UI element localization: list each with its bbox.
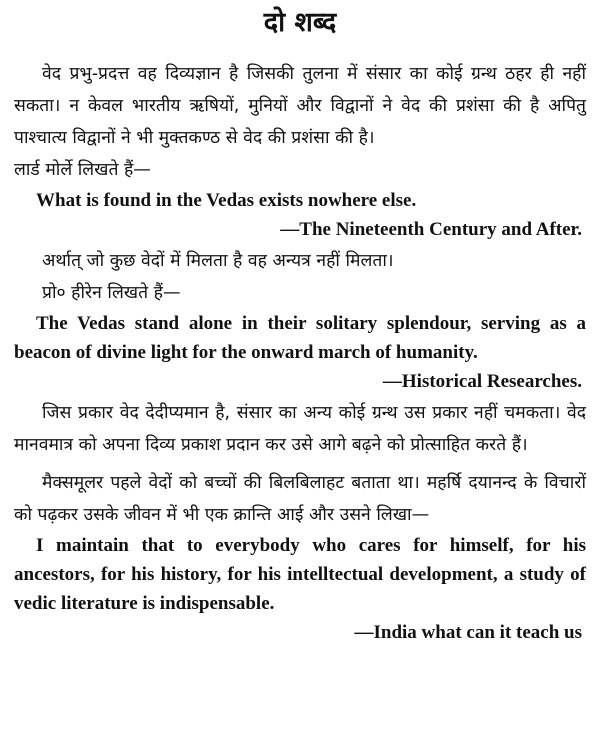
paragraph-prof-heeren-intro: प्रो० हीरेन लिखते हैं— [42, 283, 181, 303]
quote-heeren: The Vedas stand alone in their solitary splendour, serving as a beacon of divine light for the onward march of humanity. [14, 313, 586, 363]
paragraph-meaning: अर्थात् जो कुछ वेदों में मिलता है वह अन्यत्र नहीं मिलता। [42, 251, 394, 271]
quote-source-morley: —The Nineteenth Century and After. [280, 219, 582, 240]
paragraph-max-muller: मैक्समूलर पहले वेदों को बच्चों की बिलबिलाहट बताता था। महर्षि दयानन्द के विचारों को पढ़कर उसके जीवन में भी एक क्रान्ति आई और उसने लिखा— [14, 473, 586, 525]
quote-max-muller: I maintain that to everybody who cares for himself, for his ancestors, for his history, for his intelltectual development, a study of vedic literature is indispensable. [14, 535, 586, 614]
quote-source-max-muller: —India what can it teach us [354, 622, 582, 643]
paragraph-vedas-shine: जिस प्रकार वेद देदीप्यमान है, संसार का अन्य कोई ग्रन्थ उस प्रकार नहीं चमकता। वेद मानवमात्र को अपना दिव्य प्रकाश प्रदान कर उसे आगे बढ़ने को प्रोत्साहित करते हैं। [14, 403, 586, 455]
quote-source-heeren: —Historical Researches. [382, 371, 582, 392]
quote-morley: What is found in the Vedas exists nowhere else. [36, 190, 417, 211]
paragraph-lord-morley-intro: लार्ड मोर्ले लिखते हैं— [14, 160, 151, 180]
paragraph-vedas-divine-knowledge: वेद प्रभु-प्रदत्त वह दिव्यज्ञान है जिसकी तुलना में संसार का कोई ग्रन्थ ठहर ही नहीं सकता। न केवल भारतीय ऋषियों, मुनियों और विद्वानों ने वेद की प्रशंसा की है अपितु पाश्चात्य विद्वानों ने भी मुक्तकण्ठ से वेद की प्रशंसा की है। [14, 64, 586, 148]
page-title: दो शब्द [263, 7, 337, 38]
